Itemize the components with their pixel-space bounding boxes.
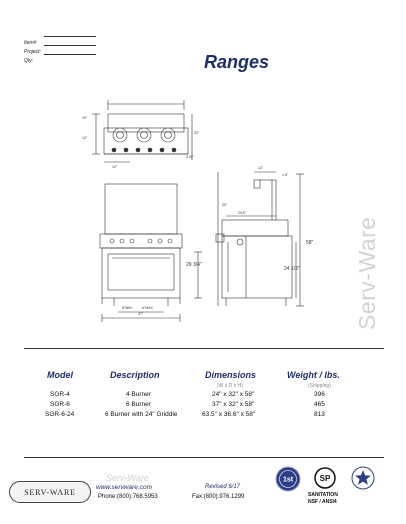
front-view-drawing xyxy=(100,184,182,322)
side-view-flue: 12" xyxy=(258,166,264,170)
header-description: Description xyxy=(110,370,160,380)
brand-watermark-vertical: Serv-Ware xyxy=(354,216,380,330)
sanitation-label: SANITATION xyxy=(308,492,338,498)
footer-phone: Phone:(800).768.5953 xyxy=(98,494,158,500)
dimensions-subheader: (W x D x H) xyxy=(217,383,243,389)
row-1-dimensions: 24" x 32" x 58" xyxy=(212,391,255,398)
side-view-depth: 29.5" xyxy=(238,211,247,215)
side-view-riser: 25" xyxy=(222,203,228,207)
side-view-oven: 29 3/4" xyxy=(186,262,202,268)
header-model: Model xyxy=(47,370,73,380)
csa-mark-text: SP xyxy=(319,474,331,483)
row-1-weight: 396 xyxy=(314,391,325,398)
servware-logo xyxy=(9,481,91,503)
front-view-width: 37" xyxy=(138,312,144,316)
header-dimensions: Dimensions xyxy=(205,370,257,380)
row-2-model: SGR-6 xyxy=(50,401,70,408)
side-view-work-height: 24 1/3" xyxy=(284,266,300,272)
row-2-weight: 465 xyxy=(314,401,325,408)
weight-subheader: (Shipping) xyxy=(308,383,331,389)
project-line xyxy=(44,45,96,46)
top-view-height2: 12" xyxy=(82,136,88,140)
page-title: Ranges xyxy=(204,52,270,72)
header-weight: Weight / lbs. xyxy=(287,370,340,380)
row-3-model: SGR-6-24 xyxy=(45,411,75,418)
row-3-dimensions: 63.5" x 36.6" x 58" xyxy=(202,411,256,418)
servware-logo-text: SERV-WARE xyxy=(24,487,76,497)
side-view-drawing xyxy=(194,172,304,306)
side-view-overall: 58" xyxy=(306,240,314,246)
side-view-flue-offset: 1.5" xyxy=(282,173,289,177)
star-seal-icon xyxy=(351,466,375,490)
footer-url[interactable]: www.servware.com xyxy=(96,484,152,491)
qty-field xyxy=(24,49,33,67)
top-view-height1: 10" xyxy=(82,116,88,120)
row-3-weight: 813 xyxy=(314,411,325,418)
technical-drawings xyxy=(78,92,350,324)
top-view-drawing xyxy=(92,100,192,162)
front-view-legs-right: 6"MAX xyxy=(142,306,153,310)
table-separator xyxy=(24,348,384,349)
item-label: Item# xyxy=(24,40,37,46)
row-3-description: 6 Burner with 24" Griddle xyxy=(105,411,178,418)
csa-mark-icon xyxy=(314,467,336,489)
top-view-depth: 32" xyxy=(194,131,200,135)
badge-text: 1st xyxy=(282,476,294,484)
row-2-description: 6 Burner xyxy=(126,401,151,408)
footer-revised: Revised 6/17 xyxy=(205,484,241,490)
item-line xyxy=(44,36,96,37)
footer-separator xyxy=(24,457,384,458)
footer-fax: Fax:(800).976.1299 xyxy=(192,494,245,500)
top-view-rear-offset: 3.25" xyxy=(186,155,195,159)
sanitation-standard: NSF / ANSI4 xyxy=(308,499,337,505)
qty-label: Qty: xyxy=(24,58,34,64)
qty-line xyxy=(44,54,96,55)
top-view-width: 12" xyxy=(112,165,118,169)
award-badge-icon xyxy=(275,466,301,492)
row-1-model: SGR-4 xyxy=(50,391,70,398)
project-label: Project: xyxy=(24,49,41,55)
row-1-description: 4 Burner xyxy=(126,391,151,398)
footer-brand-faded: Serv-Ware xyxy=(106,473,149,483)
row-2-dimensions: 37" x 32" x 58" xyxy=(212,401,255,408)
front-view-legs-left: 5"MIN xyxy=(122,306,132,310)
